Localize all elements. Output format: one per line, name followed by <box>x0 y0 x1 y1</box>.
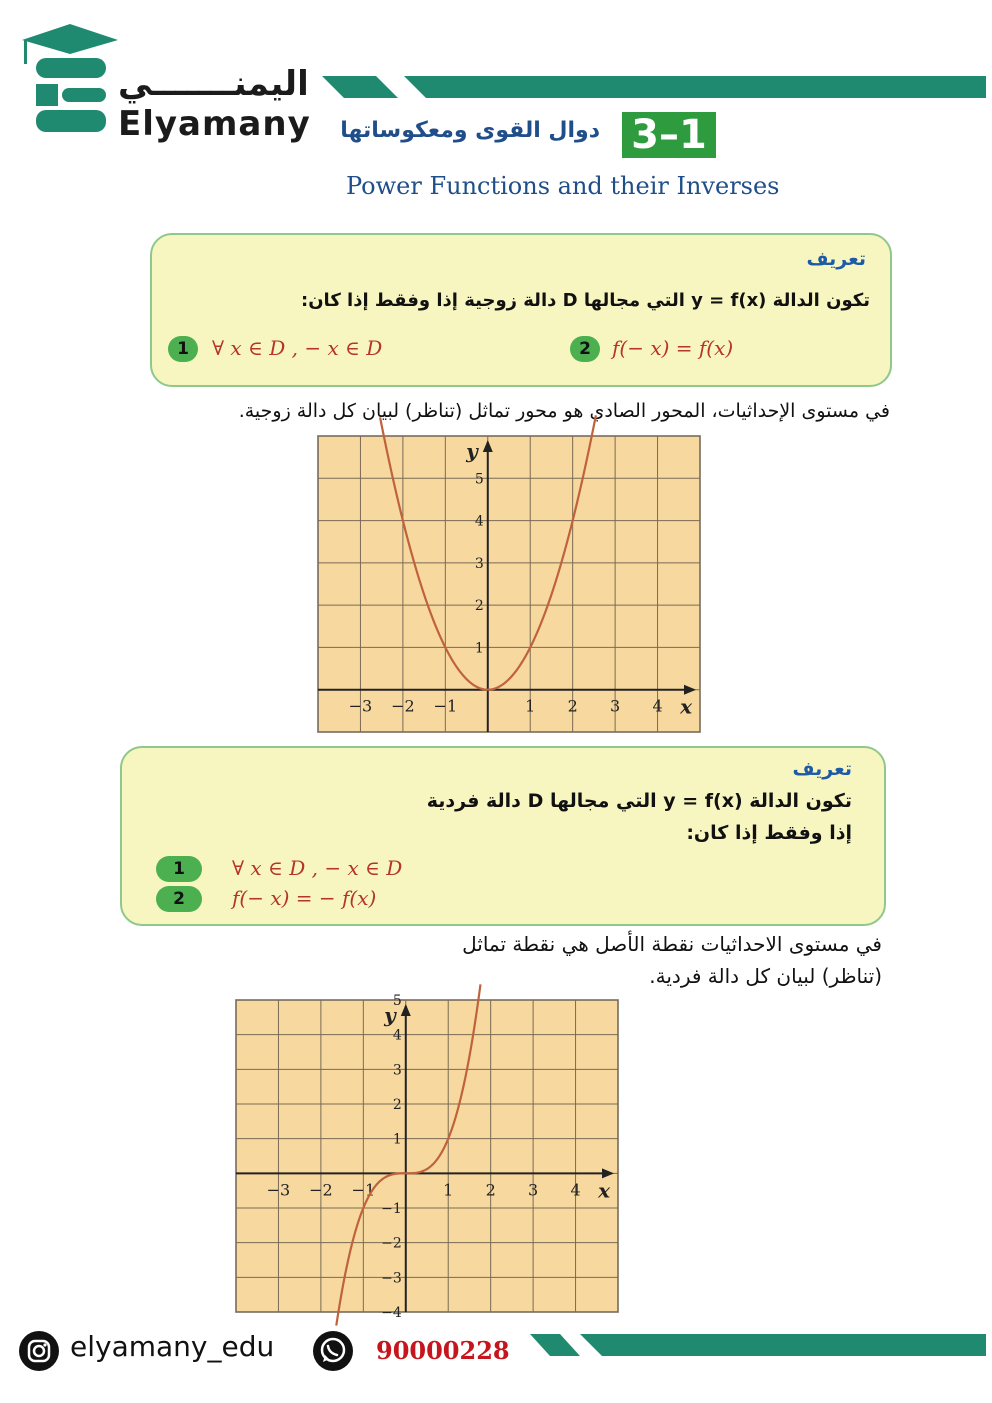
brand-name-arabic: اليمنـــــــي <box>118 64 309 104</box>
y-tick-label: 4 <box>474 513 484 530</box>
x-tick-label: −2 <box>309 1180 333 1200</box>
whatsapp-icon <box>312 1330 354 1372</box>
y-tick-label: 3 <box>392 1062 402 1079</box>
y-tick-label: 5 <box>474 471 484 488</box>
x-tick-label: 3 <box>610 696 621 716</box>
y-tick-label: −2 <box>381 1235 402 1252</box>
x-tick-label: −3 <box>266 1180 291 1200</box>
y-axis-label: y <box>466 439 478 463</box>
x-axis-label: x <box>680 694 692 719</box>
x-tick-label: −3 <box>348 696 373 716</box>
odd-definition-statement-2: إذا وفقط إذا كان: <box>686 822 852 844</box>
x-tick-label: −2 <box>391 696 415 716</box>
chart-background <box>318 436 700 732</box>
x-tick-label: 3 <box>528 1180 539 1200</box>
even-definition-label: تعريف <box>806 248 866 270</box>
odd-function-graph <box>236 993 618 1321</box>
y-axis-label: y <box>384 1003 396 1027</box>
odd-condition-2: f(− x) = − f(x) <box>232 886 377 910</box>
x-axis-label: x <box>598 1178 610 1203</box>
condition-badge: 2 <box>156 886 202 912</box>
x-tick-label: −1 <box>351 1180 376 1200</box>
y-tick-label: 1 <box>474 640 484 657</box>
instagram-icon <box>18 1330 60 1372</box>
y-tick-label: −1 <box>381 1201 402 1217</box>
x-tick-label: −1 <box>433 696 458 716</box>
condition-badge: 1 <box>156 856 202 882</box>
x-tick-label: 1 <box>443 1180 454 1200</box>
odd-definition-statement-1: تكون الدالة y = f(x) التي مجالها D دالة فردية <box>426 790 852 812</box>
even-definition-statement: تكون الدالة y = f(x) التي مجالها D دالة زوجية إذا وفقط إذا كان: <box>301 290 870 311</box>
y-tick-label: 4 <box>392 1027 402 1044</box>
x-tick-label: 4 <box>570 1180 581 1200</box>
footer-handle: elyamany_edu <box>70 1330 275 1363</box>
condition-badge: 1 <box>168 336 198 362</box>
footer-phone: 90000228 <box>376 1336 510 1365</box>
y-tick-label: 3 <box>474 555 484 572</box>
x-tick-label: 4 <box>652 696 663 716</box>
y-tick-label: −3 <box>381 1270 402 1287</box>
x-tick-label: 2 <box>485 1180 496 1200</box>
even-condition-2: f(− x) = f(x) <box>612 336 734 360</box>
lesson-title-arabic: دوال القوى ومعكوساتها <box>340 118 600 143</box>
y-tick-label: 2 <box>392 1097 402 1113</box>
logo-mark-icon <box>22 22 118 140</box>
even-note: في مستوى الإحداثيات، المحور الصادي هو محور تماثل (تناظر) لبيان كل دالة زوجية. <box>238 400 890 422</box>
condition-badge: 2 <box>570 336 600 362</box>
odd-definition-label: تعريف <box>792 758 852 780</box>
odd-condition-1: ∀ x ∈ D , − x ∈ D <box>232 856 403 880</box>
odd-note-2: (تناظر) لبيان كل دالة فردية. <box>649 964 882 988</box>
y-tick-label: 1 <box>392 1131 402 1148</box>
y-tick-label: 5 <box>392 993 402 1009</box>
even-condition-1: ∀ x ∈ D , − x ∈ D <box>212 336 383 360</box>
lesson-number: 3–1 <box>622 112 716 158</box>
lesson-title-english: Power Functions and their Inverses <box>346 172 780 200</box>
chart-background <box>236 1000 618 1312</box>
header-stripe <box>322 76 986 98</box>
y-tick-label: 2 <box>474 598 484 615</box>
x-tick-label: 1 <box>525 696 536 716</box>
y-tick-label: −4 <box>381 1305 402 1321</box>
brand-name-english: Elyamany <box>118 104 311 144</box>
footer-stripe <box>530 1334 986 1356</box>
even-function-graph <box>318 436 700 732</box>
odd-note-1: في مستوى الاحداثيات نقطة الأصل هي نقطة تماثل <box>462 932 882 956</box>
x-tick-label: 2 <box>567 696 578 716</box>
